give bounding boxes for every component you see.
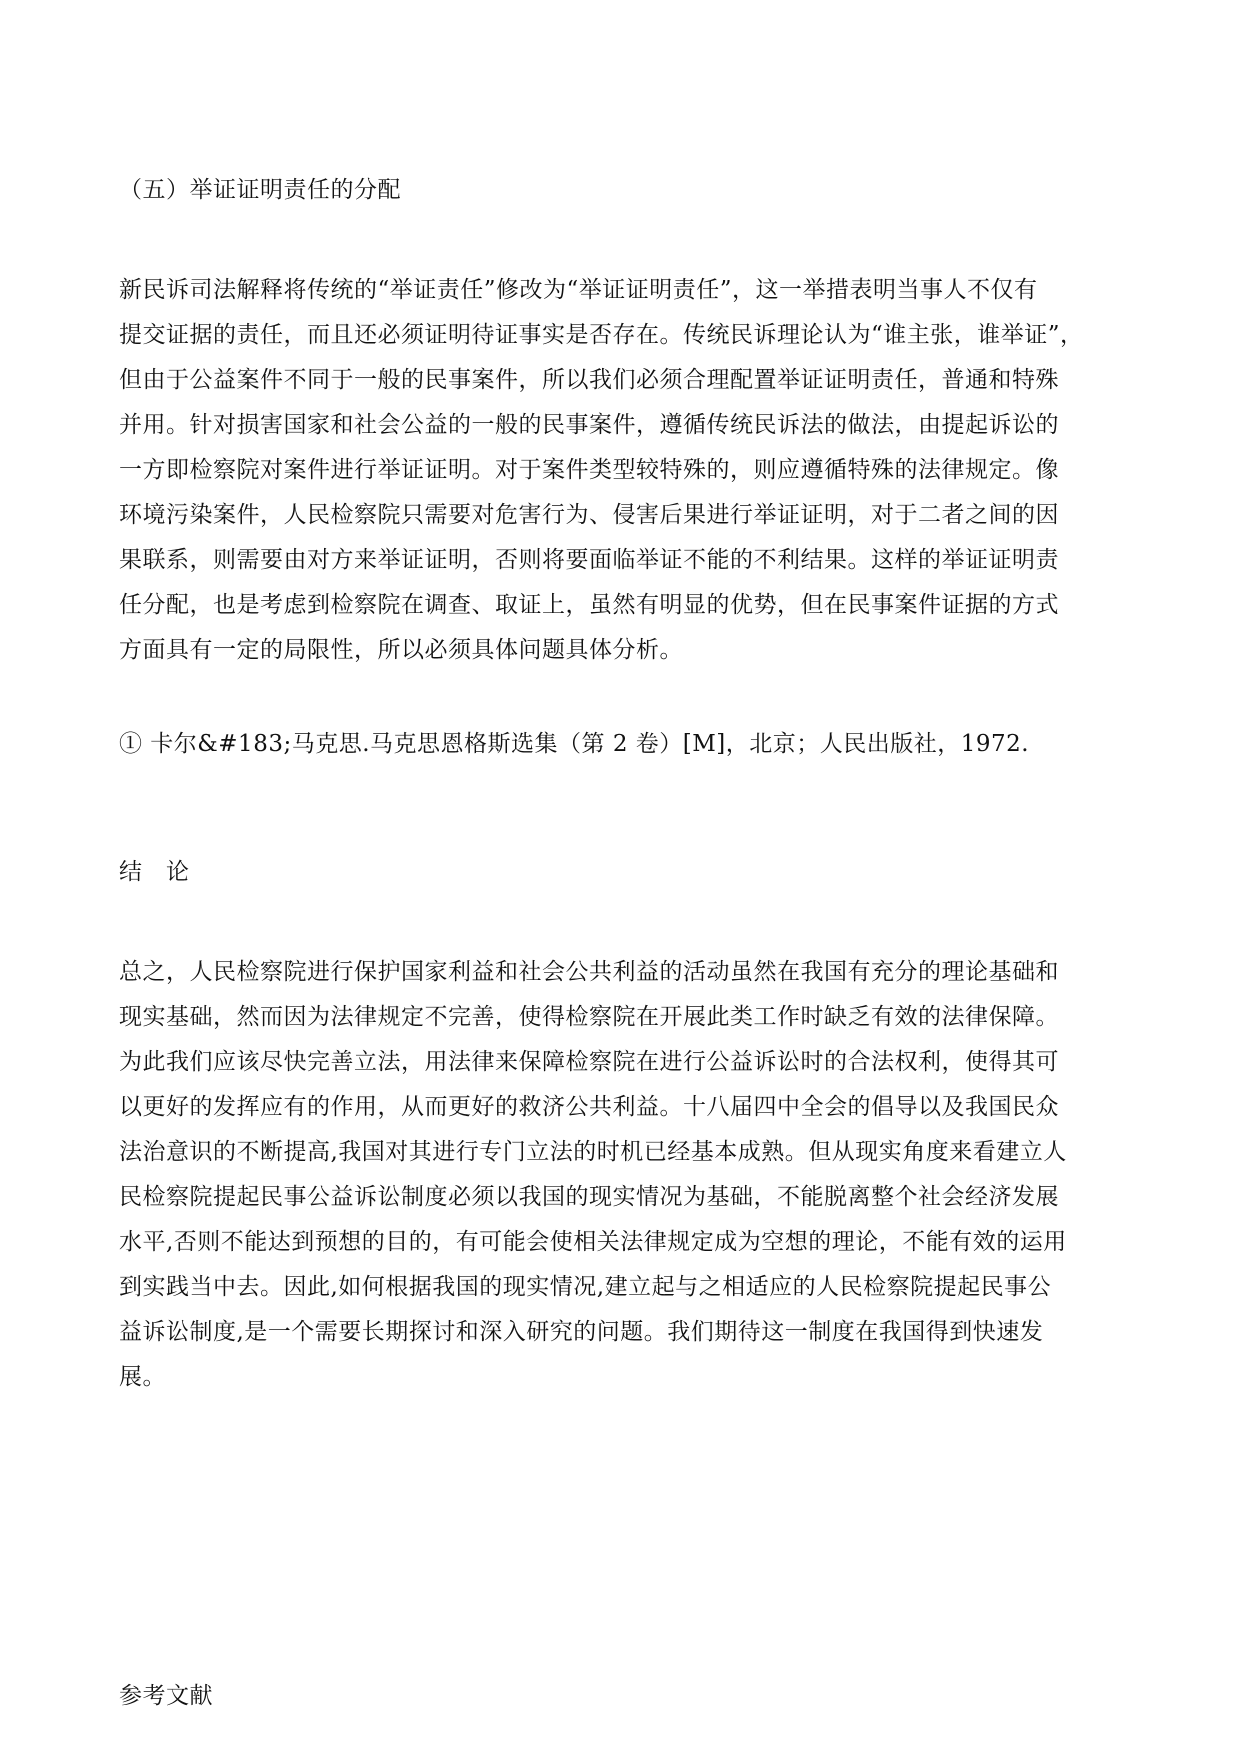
paragraph-conclusion bbox=[119, 950, 1119, 1400]
footnote: ① 卡尔&#183;马克思.马克思恩格斯选集（第 2 卷）[M]，北京；人民出版社，1972. bbox=[119, 731, 1030, 757]
paragraph-line: 但由于公益案件不同于一般的民事案件，所以我们必须合理配置举证证明责任，普通和特殊 bbox=[119, 367, 1059, 393]
paragraph-line: 到实践当中去。因此,如何根据我国的现实情况,建立起与之相适应的人民检察院提起民事公 bbox=[119, 1274, 1052, 1300]
paragraph-line: 环境污染案件，人民检察院只需要对危害行为、侵害后果进行举证证明，对于二者之间的因 bbox=[119, 502, 1059, 528]
references-heading: 参考文献 bbox=[119, 1683, 213, 1709]
paragraph-line: 现实基础，然而因为法律规定不完善，使得检察院在开展此类工作时缺乏有效的法律保障。 bbox=[119, 1004, 1059, 1030]
paragraph-burden-of-proof bbox=[119, 268, 1119, 673]
paragraph-line: 任分配，也是考虑到检察院在调查、取证上，虽然有明显的优势，但在民事案件证据的方式 bbox=[119, 592, 1059, 618]
conclusion-heading: 结 论 bbox=[119, 859, 190, 885]
paragraph-line: 提交证据的责任，而且还必须证明待证事实是否存在。传统民诉理论认为“谁主张，谁举证”， bbox=[119, 322, 1084, 348]
paragraph-line: 水平,否则不能达到预想的目的，有可能会使相关法律规定成为空想的理论，不能有效的运用 bbox=[119, 1229, 1067, 1255]
paragraph-line: 果联系，则需要由对方来举证证明，否则将要面临举证不能的不利结果。这样的举证证明责 bbox=[119, 547, 1059, 573]
paragraph-line: 总之，人民检察院进行保护国家利益和社会公共利益的活动虽然在我国有充分的理论基础和 bbox=[119, 959, 1059, 985]
paragraph-line: 方面具有一定的局限性，所以必须具体问题具体分析。 bbox=[119, 637, 683, 663]
paragraph-line: 展。 bbox=[119, 1364, 166, 1390]
paragraph-line: 新民诉司法解释将传统的“举证责任”修改为“举证证明责任”，这一举措表明当事人不仅有 bbox=[119, 277, 1038, 303]
paragraph-line: 益诉讼制度,是一个需要长期探讨和深入研究的问题。我们期待这一制度在我国得到快速发 bbox=[119, 1319, 1044, 1345]
paragraph-line: 并用。针对损害国家和社会公益的一般的民事案件，遵循传统民诉法的做法，由提起诉讼的 bbox=[119, 412, 1059, 438]
paragraph-line: 法治意识的不断提高,我国对其进行专门立法的时机已经基本成熟。但从现实角度来看建立人 bbox=[119, 1139, 1067, 1165]
paragraph-line: 以更好的发挥应有的作用，从而更好的救济公共利益。十八届四中全会的倡导以及我国民众 bbox=[119, 1094, 1059, 1120]
paragraph-line: 为此我们应该尽快完善立法，用法律来保障检察院在进行公益诉讼时的合法权利，使得其可 bbox=[119, 1049, 1059, 1075]
paragraph-line: 一方即检察院对案件进行举证证明。对于案件类型较特殊的，则应遵循特殊的法律规定。像 bbox=[119, 457, 1059, 483]
paragraph-line: 民检察院提起民事公益诉讼制度必须以我国的现实情况为基础，不能脱离整个社会经济发展 bbox=[119, 1184, 1059, 1210]
section-heading: （五）举证证明责任的分配 bbox=[119, 177, 401, 203]
